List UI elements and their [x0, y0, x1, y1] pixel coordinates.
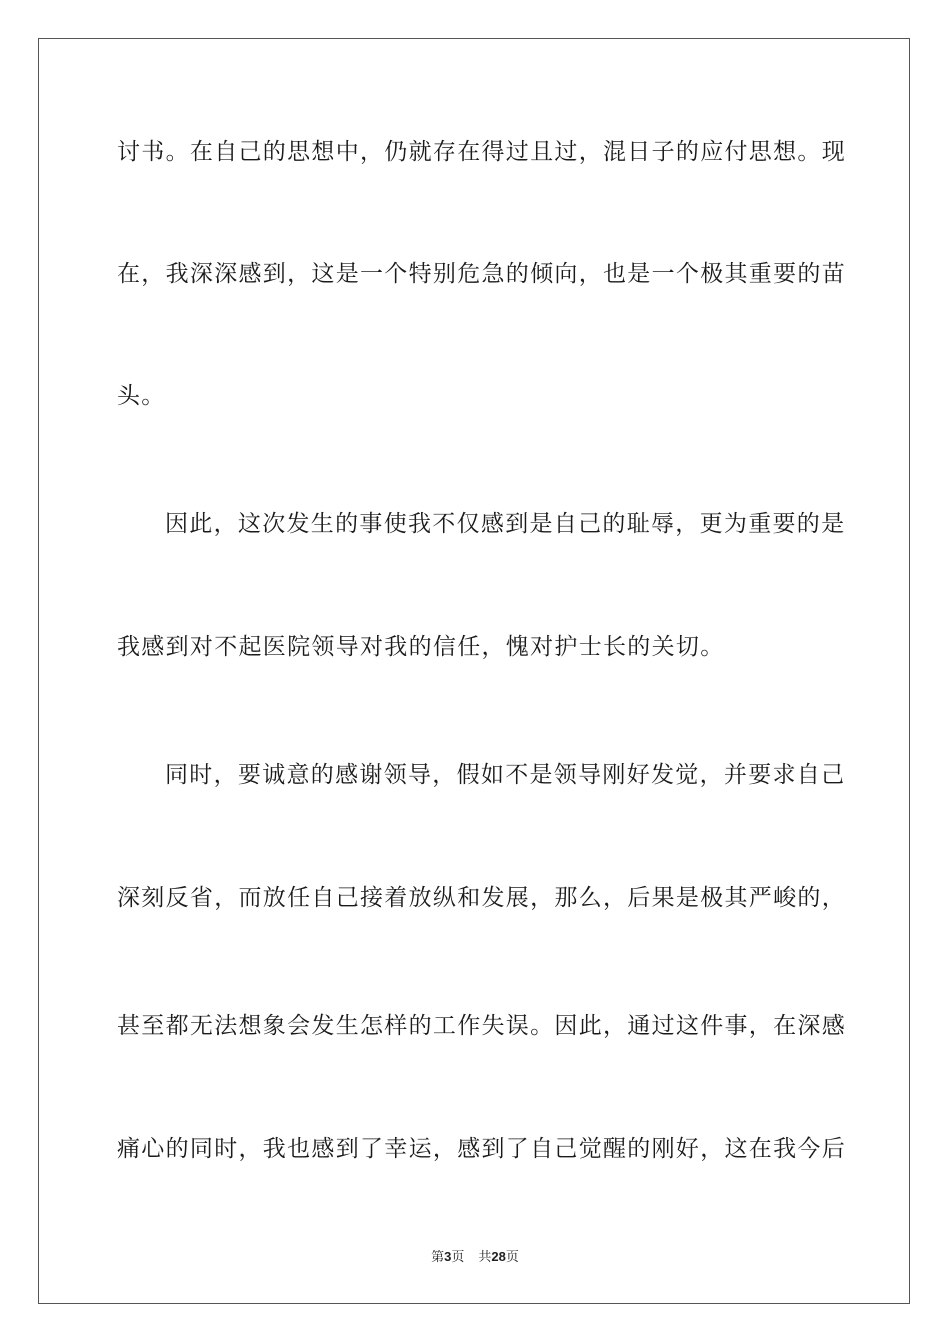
page-footer	[0, 1248, 950, 1267]
page-border	[38, 38, 910, 1304]
text-line-3: 头。	[117, 383, 166, 409]
paragraph-3-line-3: 甚至都无法想象会发生怎样的工作失误。因此，通过这件事，在深感	[117, 1013, 846, 1039]
page-number: 3	[444, 1249, 452, 1264]
text-line-2: 在，我深深感到，这是一个特别危急的倾向，也是一个极其重要的苗	[117, 261, 846, 287]
page-prefix: 第	[431, 1250, 445, 1265]
paragraph-2-line-2: 我感到对不起医院领导对我的信任，愧对护士长的关切。	[117, 634, 725, 660]
total-pages: 28	[491, 1249, 506, 1264]
paragraph-3-line-4: 痛心的同时，我也感到了幸运，感到了自己觉醒的刚好，这在我今后	[117, 1136, 846, 1162]
total-suffix: 页	[505, 1250, 519, 1265]
paragraph-2-line-1: 因此，这次发生的事使我不仅感到是自己的耻辱，更为重要的是	[165, 511, 846, 537]
paragraph-3-line-2: 深刻反省，而放任自己接着放纵和发展，那么，后果是极其严峻的，	[117, 885, 846, 911]
page-suffix: 页	[451, 1250, 465, 1265]
paragraph-3-line-1: 同时，要诚意的感谢领导，假如不是领导刚好发觉，并要求自己	[165, 762, 846, 788]
text-line-1: 讨书。在自己的思想中，仍就存在得过且过，混日子的应付思想。现	[117, 139, 846, 165]
total-prefix: 共	[478, 1250, 492, 1265]
